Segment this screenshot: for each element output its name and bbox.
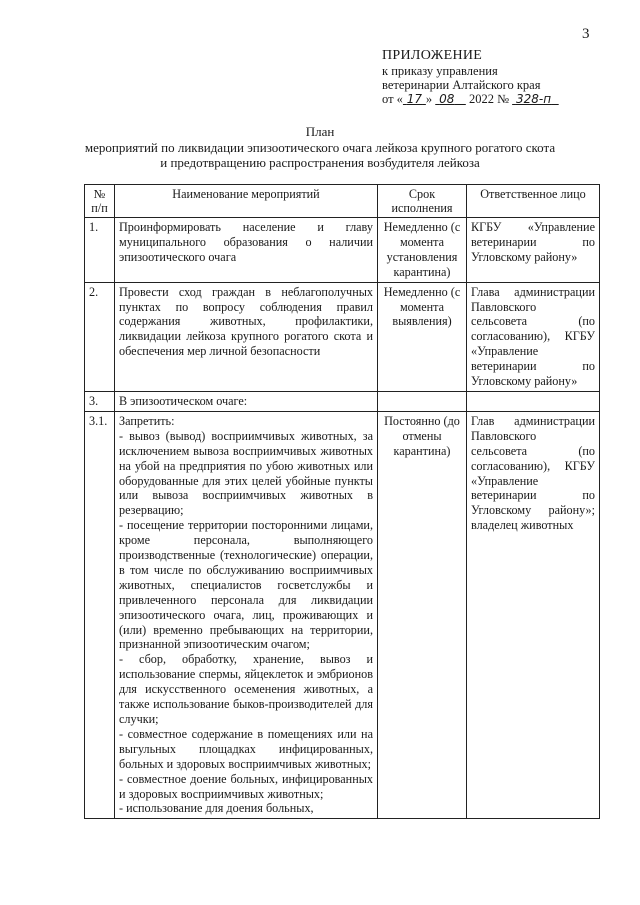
appendix-title: ПРИЛОЖЕНИЕ: [382, 48, 483, 63]
appendix-line-2: ветеринарии Алтайского края: [382, 78, 541, 92]
prohibition-item: - совместное содержание в помещениях или на выгульных площадках инфицированных, больных и здоровых восприимчивых животных;: [119, 726, 373, 771]
table-row: [85, 218, 600, 283]
date-mid: »: [425, 92, 433, 106]
cell-term: Немедленно (с момента выявления): [378, 282, 467, 391]
table-row: [85, 411, 600, 818]
cell-name: В эпизоотическом очаге:: [115, 391, 378, 411]
appendix-line-1: к приказу управления: [382, 64, 498, 78]
table-header-row: [85, 185, 600, 218]
date-day: 17: [406, 92, 423, 106]
cell-num: 3.: [85, 391, 115, 411]
prohibition-item: - вывоз (вывод) восприимчивых животных, за исключением вывоза восприимчивых животных на убой на предприятия по убою животных или оборудованные для этих целей убойные пункты или вывоза восприимчивых животных в резервацию;: [119, 428, 373, 518]
cell-num: 1.: [85, 218, 115, 283]
cell-num: 2.: [85, 282, 115, 391]
order-number: 328-п: [515, 92, 552, 106]
header-name: Наименование мероприятий: [115, 185, 378, 218]
table-row: [85, 282, 600, 391]
date-year: 2022 №: [468, 92, 509, 106]
cell-name: Проинформировать население и главу муниципального образования о наличии эпизоотического очага: [115, 218, 378, 283]
prohibition-heading: Запретить:: [119, 413, 175, 428]
plan-subtitle-2: и предотвращению распространения возбудителя лейкоза: [160, 155, 480, 170]
prohibition-item: - сбор, обработку, хранение, вывоз и использование спермы, яйцеклеток и эмбрионов для искусственного осеменения животных, а также использование быков-производителей для случки;: [119, 652, 373, 726]
date-month: 08: [439, 92, 455, 106]
cell-term: Немедленно (с момента установления карантина): [378, 218, 467, 283]
date-prefix: от «: [382, 92, 403, 106]
cell-num: 3.1.: [85, 411, 115, 818]
cell-name: [115, 411, 378, 818]
appendix-block: [382, 48, 559, 106]
appendix-date-line: [382, 92, 559, 106]
table-row: [85, 391, 600, 411]
prohibition-item: - посещение территории посторонними лицами, кроме персонала, выполняющего производственные (технологические) операции, в том числе по обслуживанию восприимчивых животных, специалистов госветслужбы и привлеченного персонала для ликвидации эпизоотического очага, лиц, проживающих и (или) временно пребывающих на территории, признанной эпизоотическим очагом;: [119, 518, 373, 652]
prohibition-item: - совместное доение больных, инфицированных и здоровых восприимчивых животных;: [119, 771, 373, 801]
measures-table: [84, 184, 600, 819]
header-resp: Ответственное лицо: [467, 185, 600, 218]
cell-resp: Глава администрации Павловского сельсовета (по согласованию), КГБУ «Управление ветеринарии по Угловскому району»: [467, 282, 600, 391]
cell-resp: КГБУ «Управление ветеринарии по Угловскому району»: [467, 218, 600, 283]
header-num: № п/п: [85, 185, 115, 218]
cell-resp: Глав администрации Павловского сельсовета (по согласованию), КГБУ «Управление ветеринарии по Угловскому району»; владелец животных: [467, 411, 600, 818]
plan-subtitle-1: мероприятий по ликвидации эпизоотического очага лейкоза крупного рогатого скота: [84, 140, 556, 155]
cell-name: Провести сход граждан в неблагополучных пунктах по вопросу соблюдения правил содержания животных, профилактики, ликвидации лейкоза крупного рогатого скота и обеспечения мер личной безопасности: [115, 282, 378, 391]
page-number: 3: [582, 26, 590, 42]
plan-title: План: [305, 124, 335, 139]
plan-heading: [0, 124, 640, 170]
cell-term: [378, 391, 467, 411]
header-term: Срок исполнения: [378, 185, 467, 218]
cell-term: Постоянно (до отмены карантина): [378, 411, 467, 818]
cell-resp: [467, 391, 600, 411]
prohibition-item: - использование для доения больных,: [119, 801, 314, 816]
